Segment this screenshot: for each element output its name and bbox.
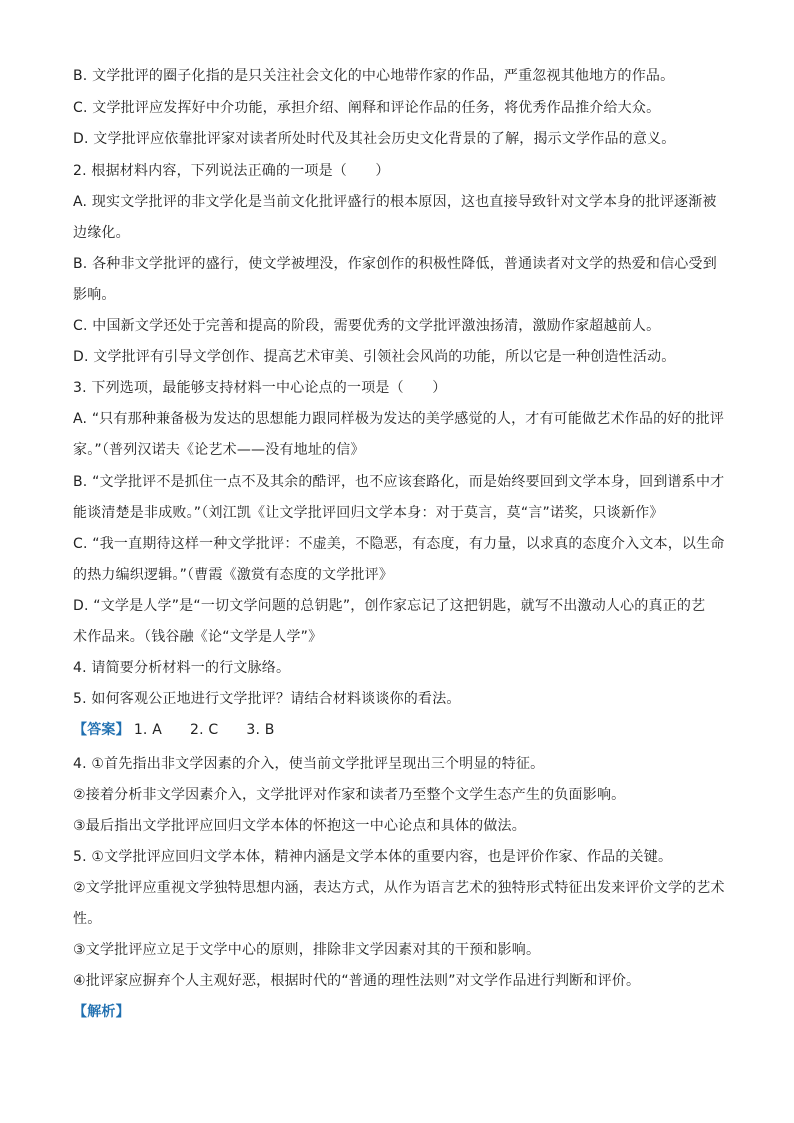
answer-4-2: ②接着分析非文学因素介入，文学批评对作家和读者乃至整个文学生态产生的负面影响。	[73, 787, 626, 803]
answer-item-2: 2. C	[190, 722, 219, 738]
option-a-q2-cont: 边缘化。	[73, 225, 130, 241]
option-b-q2-cont: 影响。	[73, 287, 116, 303]
answer-row	[73, 721, 728, 739]
answer-5-3: ③文学批评应立足于文学中心的原则，排除非文学因素对其的干预和影响。	[73, 942, 541, 958]
option-c-q3: C. “我一直期待这样一种文学批评：不虚美，不隐恶，有态度，有力量，以求真的态度介入文本，以生命	[73, 536, 725, 552]
answer-item-1: 1. A	[133, 722, 162, 738]
option-a-q2: A. 现实文学批评的非文学化是当前文化批评盛行的根本原因，这也直接导致针对文学本身的批评逐渐被	[73, 194, 717, 210]
analysis-tag: 【解析】	[73, 1004, 130, 1020]
answer-4-3: ③最后指出文学批评应回归文学本体的怀抱这一中心论点和具体的做法。	[73, 818, 526, 834]
option-d-q3: D. “文学是人学”是“一切文学问题的总钥匙”，创作家忘记了这把钥匙，就写不出激动人心的真正的艺	[73, 598, 706, 614]
question-5: 5. 如何客观公正地进行文学批评？请结合材料谈谈你的看法。	[73, 691, 461, 707]
question-4: 4. 请简要分析材料一的行文脉络。	[73, 660, 291, 676]
answer-5-2: ②文学批评应重视文学独特思想内涵，表达方式，从作为语言艺术的独特形式特征出发来评价文学的艺术	[73, 880, 725, 896]
option-d-q3-cont: 术作品来。（钱谷融《论“文学是人学”》	[73, 629, 323, 645]
answer-4-1: 4. ①首先指出非文学因素的介入，使当前文学批评呈现出三个明显的特征。	[73, 756, 545, 772]
option-c-q1: C. 文学批评应发挥好中介功能，承担介绍、阐释和评论作品的任务，将优秀作品推介给大众。	[73, 100, 661, 116]
answer-5-4: ④批评家应摒弃个人主观好恶，根据时代的“普通的理性法则”对文学作品进行判断和评价。	[73, 973, 641, 989]
option-d-q2: D. 文学批评有引导文学创作、提高艺术审美、引领社会风尚的功能，所以它是一种创造性活动。	[73, 349, 676, 365]
option-a-q3-cont: 家。”（普列汉诺夫《论艺术——没有地址的信》	[73, 442, 365, 458]
answer-5-1: 5. ①文学批评应回归文学本体，精神内涵是文学本体的重要内容，也是评价作家、作品的关键。	[73, 849, 673, 865]
option-b-q1: B. 文学批评的圈子化指的是只关注社会文化的中心地带作家的作品，严重忽视其他地方的作品。	[73, 68, 675, 84]
option-b-q3-cont: 能谈清楚是非成败。”（刘江凯《让文学批评回归文学本身：对于莫言，莫“言”诺奖，只谈新作》	[73, 505, 664, 521]
answer-5-2-cont: 性。	[73, 911, 102, 927]
question-3: 3. 下列选项，最能够支持材料一中心论点的一项是（ ）	[73, 380, 447, 396]
option-b-q3: B. “文学批评不是抓住一点不及其余的酷评，也不应该套路化，而是始终要回到文学本身，回到谱系中才	[73, 474, 725, 490]
answer-item-3: 3. B	[246, 722, 275, 738]
option-a-q3: A. “只有那种兼备极为发达的思想能力跟同样极为发达的美学感觉的人，才有可能做艺术作品的好的批评	[73, 411, 725, 427]
option-c-q3-cont: 的热力编织逻辑。”（曹霞《激赏有态度的文学批评》	[73, 567, 394, 583]
option-d-q1: D. 文学批评应依靠批评家对读者所处时代及其社会历史文化背景的了解，揭示文学作品的意义。	[73, 131, 676, 147]
option-c-q2: C. 中国新文学还处于完善和提高的阶段，需要优秀的文学批评激浊扬清，激励作家超越前人。	[73, 318, 661, 334]
question-2: 2. 根据材料内容，下列说法正确的一项是（ ）	[73, 163, 390, 179]
option-b-q2: B. 各种非文学批评的盛行，使文学被埋没，作家创作的积极性降低，普通读者对文学的热爱和信心受到	[73, 256, 717, 272]
answer-tag: 【答案】	[73, 722, 130, 738]
